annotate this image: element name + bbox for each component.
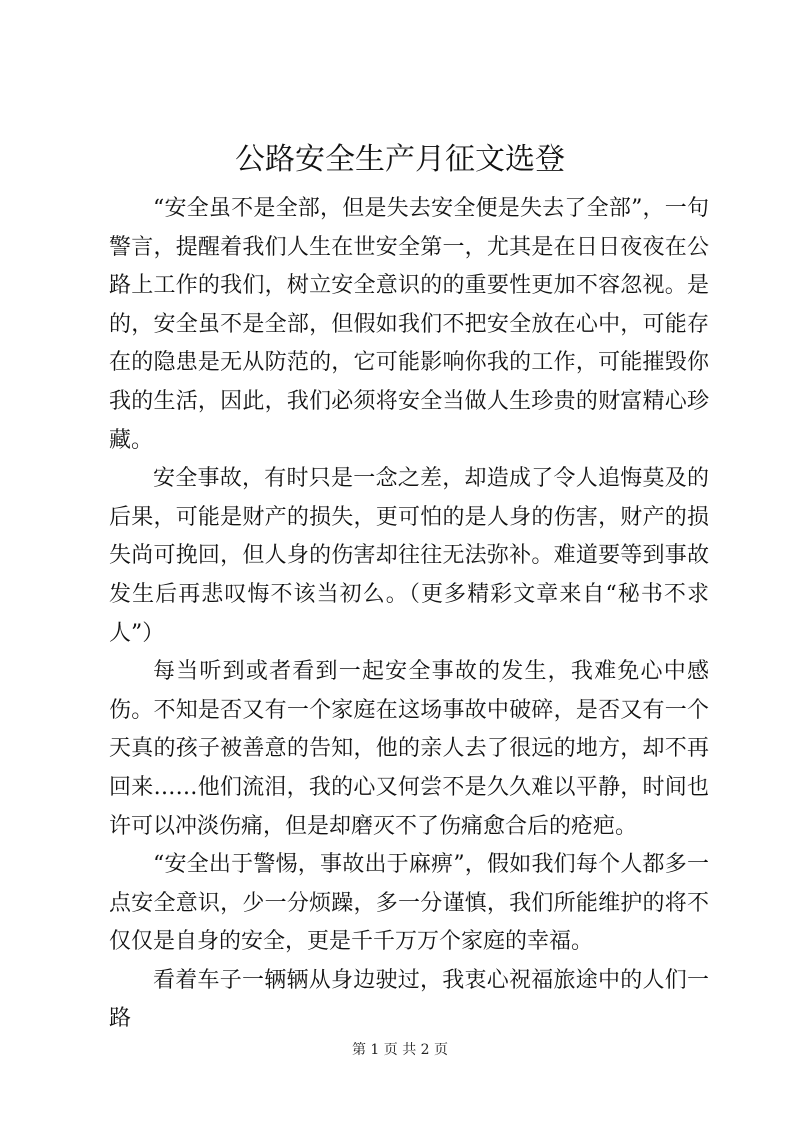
paragraph-4: “安全出于警惕，事故出于麻痹”，假如我们每个人都多一点安全意识，少一分烦躁，多一分谨慎，我们所能维护的将不仅仅是自身的安全，更是千千万万个家庭的幸福。: [109, 852, 709, 955]
paragraph-2: 安全事故，有时只是一念之差，却造成了令人追悔莫及的后果，可能是财产的损失，更可怕的是人身的伤害，财产的损失尚可挽回，但人身的伤害却往往无法弥补。难道要等到事故发生后再悲叹悔不该当初么。（更多精彩文章来自“秘书不求人”）: [109, 466, 709, 646]
paragraph-3: 每当听到或者看到一起安全事故的发生，我难免心中感伤。不知是否又有一个家庭在这场事故中破碎，是否又有一个天真的孩子被善意的告知，他的亲人去了很远的地方，却不再回来……他们流泪，我的心又何尝不是久久难以平静，时间也许可以冲淡伤痛，但是却磨灭不了伤痛愈合后的疮疤。: [109, 659, 709, 839]
document-title: 公路安全生产月征文选登: [235, 142, 565, 177]
paragraph-1: “安全虽不是全部，但是失去安全便是失去了全部”，一句警言，提醒着我们人生在世安全第一，尤其是在日日夜夜在公路上工作的我们，树立安全意识的的重要性更加不容忽视。是的，安全虽不是全部，但假如我们不把安全放在心中，可能存在的隐患是无从防范的，它可能影响你我的工作，可能摧毁你我的生活，因此，我们必须将安全当做人生珍贵的财富精心珍藏。: [109, 196, 709, 453]
page-footer: 第 1 页 共 2 页: [351, 1042, 449, 1058]
document-body: [109, 190, 709, 1039]
paragraph-5: 看着车子一辆辆从身边驶过，我衷心祝福旅途中的人们一路: [109, 967, 709, 1032]
